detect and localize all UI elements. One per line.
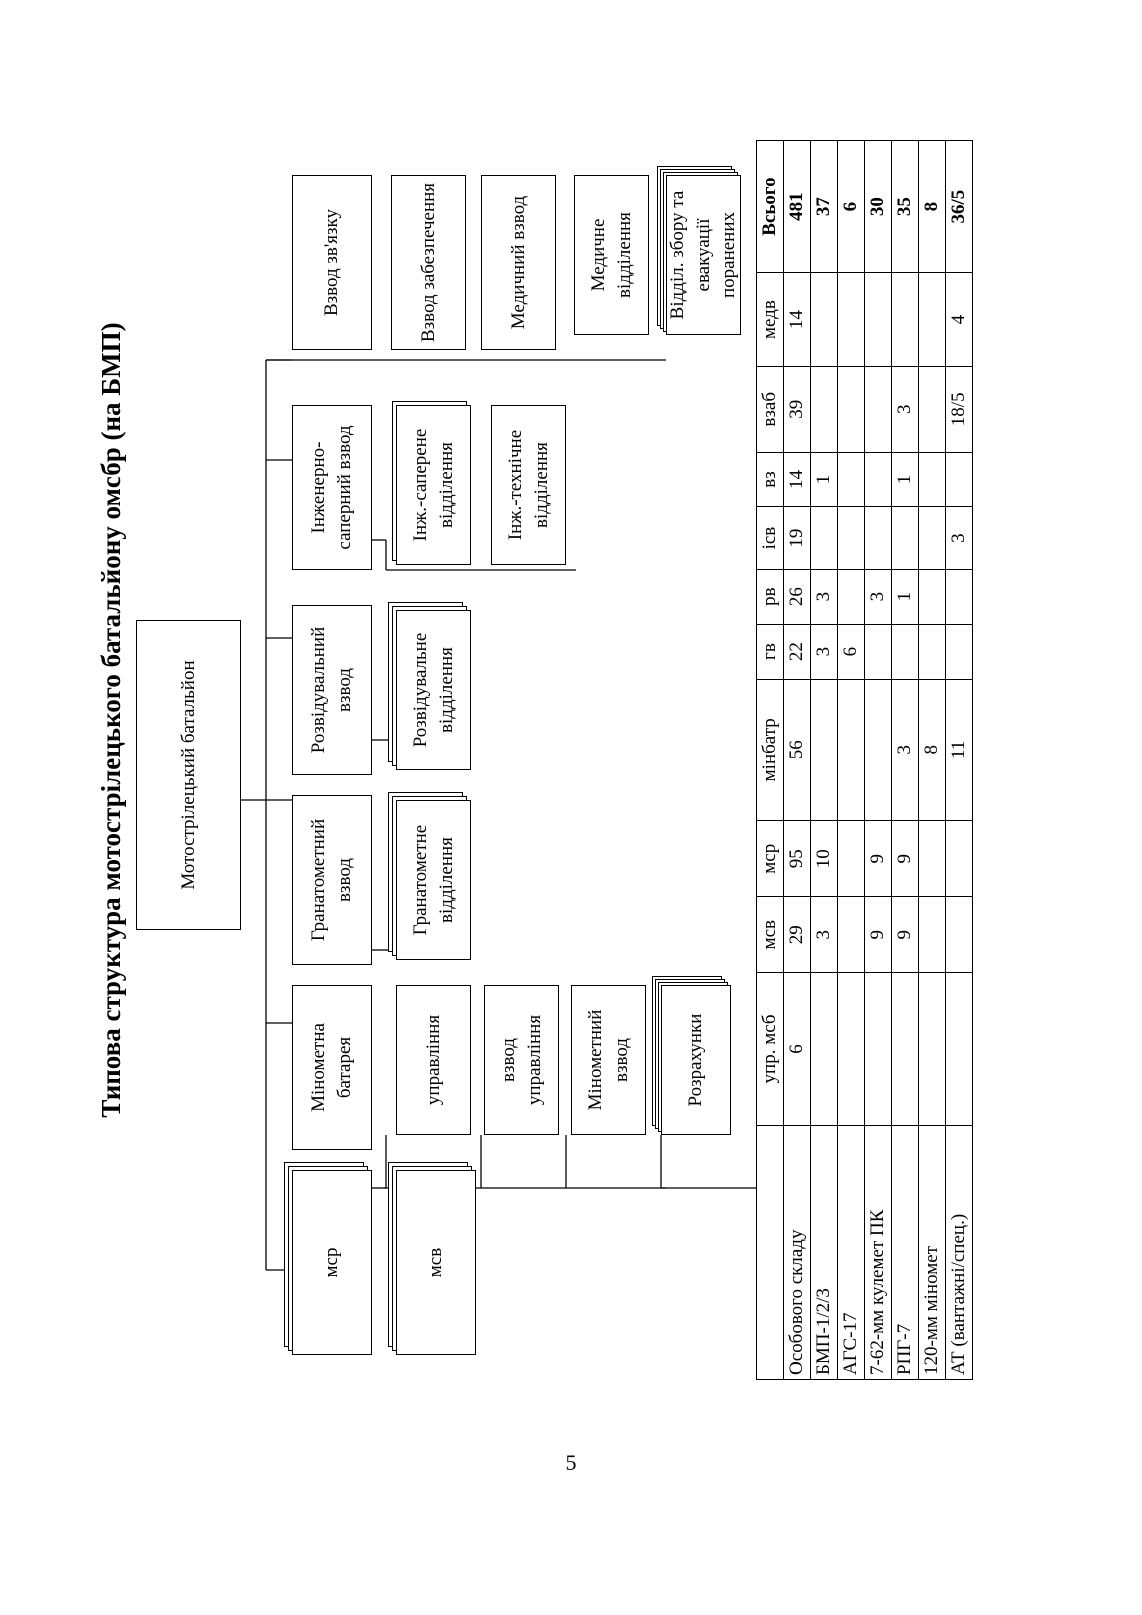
- grenade-platoon-box: Гранатометний взвод: [292, 795, 372, 965]
- table-cell: 6: [784, 972, 811, 1125]
- table-cell: [811, 367, 838, 453]
- table-corner-cell: [757, 1126, 784, 1380]
- table-cell: [892, 624, 919, 679]
- table-cell: [838, 821, 865, 897]
- col-header: медв: [757, 273, 784, 367]
- medical-platoon-box: Медичний взвод: [481, 175, 556, 350]
- col-header: мср: [757, 821, 784, 897]
- col-header: упр. мсб: [757, 972, 784, 1125]
- table-cell: [838, 452, 865, 507]
- mortar-platoon-box: Мінометний взвод: [571, 985, 646, 1135]
- table-cell: [838, 972, 865, 1125]
- row-label: 120-мм міномет: [919, 1126, 946, 1380]
- table-cell: [811, 273, 838, 367]
- table-cell: [865, 679, 892, 821]
- table-cell: 11: [946, 679, 973, 821]
- table-cell: [919, 569, 946, 624]
- table-cell: 3: [865, 569, 892, 624]
- table-cell: 3: [946, 507, 973, 569]
- table-cell: 3: [811, 624, 838, 679]
- evacuation-section-box: Відділ. збору та евакуації поранених: [666, 175, 741, 335]
- row-label: АТ (вантажні/спец.): [946, 1126, 973, 1380]
- table-cell: [919, 452, 946, 507]
- table-cell: [919, 507, 946, 569]
- table-cell: [946, 972, 973, 1125]
- table-cell: [838, 367, 865, 453]
- table-row: [946, 141, 973, 1380]
- col-header: вз: [757, 452, 784, 507]
- table-cell: [919, 367, 946, 453]
- msr-stack: [292, 1170, 372, 1355]
- table-cell: [811, 972, 838, 1125]
- table-cell: [838, 897, 865, 972]
- table-cell: [946, 452, 973, 507]
- table-cell: 9: [865, 821, 892, 897]
- table-header-row: [757, 141, 784, 1380]
- msr-box: мср: [292, 1170, 372, 1355]
- page-number: 5: [565, 1450, 577, 1475]
- table-cell: [946, 624, 973, 679]
- recon-section-box: Розвідувальне відділення: [396, 610, 471, 770]
- table-cell: [865, 972, 892, 1125]
- table-cell: [865, 367, 892, 453]
- col-header: мсв: [757, 897, 784, 972]
- table-cell: 1: [811, 452, 838, 507]
- table-cell: 18/5: [946, 367, 973, 453]
- mortar-management-box: управління: [396, 985, 471, 1135]
- table-cell: [811, 507, 838, 569]
- col-header: взаб: [757, 367, 784, 453]
- table-cell: 1: [892, 569, 919, 624]
- table-cell: [919, 972, 946, 1125]
- battalion-box: Мотострілецький батальйон: [136, 620, 241, 930]
- table-cell: 29: [784, 897, 811, 972]
- table-row: [784, 141, 811, 1380]
- col-header: рв: [757, 569, 784, 624]
- table-cell: 39: [784, 367, 811, 453]
- table-cell: 3: [892, 367, 919, 453]
- grenade-section-box: Гранатометне відділення: [396, 800, 471, 960]
- row-label: РПГ-7: [892, 1126, 919, 1380]
- calculations-box: Розрахунки: [661, 985, 731, 1135]
- table-cell: 19: [784, 507, 811, 569]
- table-cell: [892, 972, 919, 1125]
- row-label: 7-62-мм кулемет ПК: [865, 1126, 892, 1380]
- total-cell: 36/5: [946, 141, 973, 273]
- table-cell: [919, 897, 946, 972]
- table-cell: 3: [892, 679, 919, 821]
- tech-section-box: Інж.-технічне відділення: [491, 405, 566, 565]
- evacuation-section-stack: [666, 175, 741, 335]
- total-cell: 37: [811, 141, 838, 273]
- row-label: Особового складу: [784, 1126, 811, 1380]
- col-header-total: Всього: [757, 141, 784, 273]
- recon-section-stack: [396, 610, 471, 770]
- table-cell: [946, 569, 973, 624]
- sapper-section-box: Інж.-саперене відділення: [396, 405, 471, 565]
- table-row: [892, 141, 919, 1380]
- msv-box: мсв: [396, 1170, 476, 1355]
- msv-stack: [396, 1170, 476, 1355]
- diagram-title: Типова структура мотострілецького батальйону омсбр (на БМП): [96, 322, 126, 1118]
- table-cell: 95: [784, 821, 811, 897]
- table-cell: [865, 507, 892, 569]
- calculations-stack: [661, 985, 731, 1135]
- row-label: БМП-1/2/3: [811, 1126, 838, 1380]
- signal-platoon-box: Взвод зв'язку: [292, 175, 372, 350]
- table-cell: 14: [784, 452, 811, 507]
- sapper-section-stack: [396, 405, 471, 565]
- table-cell: 4: [946, 273, 973, 367]
- col-header: ісв: [757, 507, 784, 569]
- table-cell: [919, 624, 946, 679]
- table-cell: [946, 897, 973, 972]
- mortar-battery-box: Мінометна батарея: [292, 985, 372, 1150]
- col-header: гв: [757, 624, 784, 679]
- table-row: [838, 141, 865, 1380]
- total-cell: 8: [919, 141, 946, 273]
- table-cell: 6: [838, 624, 865, 679]
- table-cell: [838, 507, 865, 569]
- supply-platoon-box: Взвод забезпечення: [391, 175, 466, 350]
- table-cell: [838, 569, 865, 624]
- table-cell: [946, 821, 973, 897]
- row-label: АГС-17: [838, 1126, 865, 1380]
- table-cell: 3: [811, 569, 838, 624]
- col-header: мінбатр: [757, 679, 784, 821]
- rotated-diagram: [96, 20, 1036, 1420]
- table-cell: 14: [784, 273, 811, 367]
- table-cell: 9: [892, 897, 919, 972]
- medical-section-box: Медичне відділення: [574, 175, 649, 335]
- total-cell: 481: [784, 141, 811, 273]
- table-cell: 10: [811, 821, 838, 897]
- total-cell: 30: [865, 141, 892, 273]
- table-cell: [838, 273, 865, 367]
- table-cell: [865, 624, 892, 679]
- table-cell: [838, 679, 865, 821]
- table-cell: 22: [784, 624, 811, 679]
- table-cell: [919, 821, 946, 897]
- table-cell: 56: [784, 679, 811, 821]
- table-row: [811, 141, 838, 1380]
- table-row: [865, 141, 892, 1380]
- strength-table: [756, 140, 973, 1380]
- grenade-section-stack: [396, 800, 471, 960]
- table-cell: 26: [784, 569, 811, 624]
- table-cell: 9: [892, 821, 919, 897]
- table-cell: 3: [811, 897, 838, 972]
- table-cell: [919, 273, 946, 367]
- table-cell: [865, 452, 892, 507]
- table-cell: [892, 507, 919, 569]
- table-cell: 9: [865, 897, 892, 972]
- table-cell: [811, 679, 838, 821]
- table-cell: [865, 273, 892, 367]
- total-cell: 35: [892, 141, 919, 273]
- engineer-platoon-box: Інженерно-саперний взвод: [292, 405, 372, 570]
- total-cell: 6: [838, 141, 865, 273]
- table-cell: 1: [892, 452, 919, 507]
- table-cell: 8: [919, 679, 946, 821]
- recon-platoon-box: Розвідувальний взвод: [292, 605, 372, 775]
- table-row: [919, 141, 946, 1380]
- mortar-control-platoon-box: взвод управління: [484, 985, 559, 1135]
- table-cell: [892, 273, 919, 367]
